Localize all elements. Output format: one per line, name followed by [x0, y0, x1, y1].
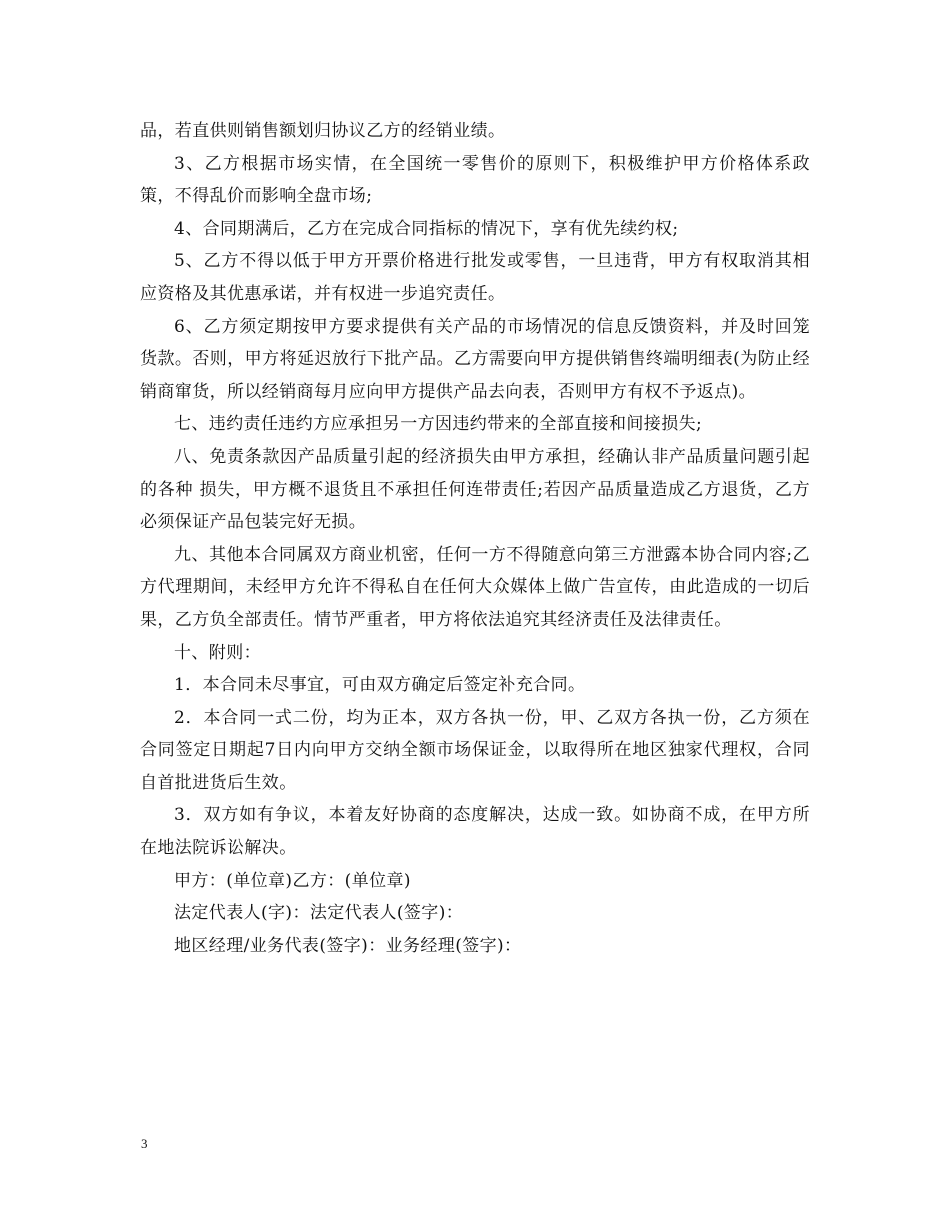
signature-line-manager: 地区经理/业务代表(签字)：业务经理(签字)： — [174, 935, 522, 956]
paragraph-section-8-exemption: 八、免责条款因产品质量引起的经济损失由甲方承担，经确认非产品质量问题引起的各种 损失，甲方概不退货且不承担任何连带责任;若因产品质量造成乙方退货，乙方必须保证产品包装完好无损。 — [140, 446, 810, 533]
paragraph-continuation: 品，若直供则销售额划归协议乙方的经销业绩。 — [140, 121, 506, 141]
paragraph-appendix-3: 3．双方如有争议，本着友好协商的态度解决，达成一致。如协商不成，在甲方所在地法院诉讼解决。 — [140, 805, 810, 859]
page-number: 3 — [141, 1136, 148, 1151]
contract-body — [140, 115, 810, 962]
paragraph-appendix-2: 2．本合同一式二份，均为正本，双方各执一份，甲、乙双方各执一份，乙方须在合同签定日期起7日内向甲方交纳全额市场保证金，以取得所在地区独家代理权，合同自首批进货后生效。 — [140, 707, 810, 793]
paragraph-clause-3-pricing: 3、乙方根据市场实情，在全国统一零售价的原则下，积极维护甲方价格体系政策，不得乱价而影响全盘市场; — [140, 153, 810, 207]
paragraph-clause-6-feedback: 6、乙方须定期按甲方要求提供有关产品的市场情况的信息反馈资料，并及时回笼货款。否则，甲方将延迟放行下批产品。乙方需要向甲方提供销售终端明细表(为防止经销商窜货，所以经销商每月应向甲方提供产品去向表，否则甲方有权不予返点)。 — [140, 316, 810, 402]
paragraph-clause-5-price-floor: 5、乙方不得以低于甲方开票价格进行批发或零售，一旦违背，甲方有权取消其相应资格及其优惠承诺，并有权进一步追究责任。 — [140, 251, 810, 304]
signature-line-legal-rep: 法定代表人(字)：法定代表人(签字)： — [174, 903, 464, 924]
signature-line-seal: 甲方：(单位章)乙方：(单位章) — [174, 870, 411, 891]
paragraph-section-10-heading: 十、附则： — [174, 642, 261, 663]
paragraph-clause-4-renewal: 4、合同期满后，乙方在完成合同指标的情况下，享有优先续约权; — [174, 218, 679, 239]
paragraph-appendix-1: 1．本合同未尽事宜，可由双方确定后签定补充合同。 — [174, 675, 586, 696]
paragraph-section-9-other: 九、其他本合同属双方商业机密，任何一方不得随意向第三方泄露本协合同内容;乙方代理期间，未经甲方允许不得私自在任何大众媒体上做广告宣传，由此造成的一切后果，乙方负全部责任。情节严重者，甲方将依法追究其经济责任及法律责任。 — [140, 544, 810, 630]
paragraph-section-7-liability: 七、违约责任违约方应承担另一方因违约带来的全部直接和间接损失; — [174, 414, 703, 435]
